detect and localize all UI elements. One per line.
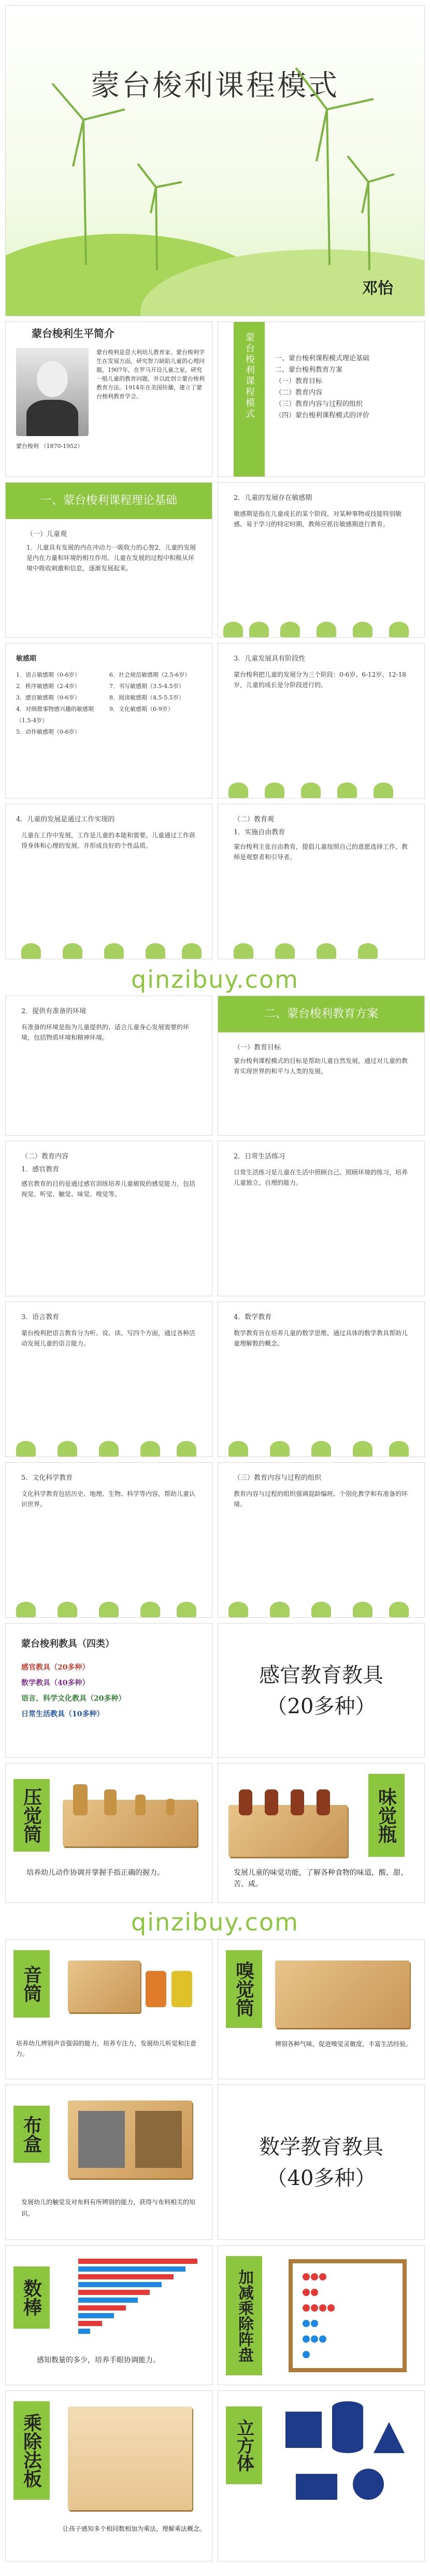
author-name: 邓怡 [362,279,393,298]
list-item: 3．感官敏感期（0-6岁） [16,694,80,701]
section-title: 感官教育教具 [259,1663,383,1687]
section-subheading: 2．儿童的发展存在敏感期 [234,494,312,502]
tool-tag: 嗅觉筒 [226,1950,262,2028]
leaf-decoration [6,1425,212,1457]
tool-caption: 辨别各种气味，促进嗅觉灵敏度，丰富生活经验。 [275,2040,412,2048]
math-title-slide [218,2084,425,2240]
section-body: 1．儿童具有发展的内在冲动力一吸收力的心智2．儿童的发展是内在力量和环境的相互作用。儿童在发展的过程中积极从环境中吸收刺激和信息，逐渐发展起来。 [26,544,196,572]
work-slide [5,804,212,959]
portrait-caption: 蒙台梭利 （1870-1952） [16,443,83,450]
cloth-slide [5,2084,212,2240]
bottle [317,1789,330,1815]
section-body: 感官教育的目的是通过感官训练培养儿童敏锐的感觉能力，包括视觉、听觉、触觉、味觉、嗅觉等。 [21,1180,196,1198]
taste-slide [218,1763,425,1903]
section-body: 蒙台梭利把语言教育分为听、说、读、写四个方面，通过各种活动发展儿童的语言能力。 [21,1329,196,1347]
edu-view-slide [218,804,425,959]
number-rods-image [73,2256,203,2339]
cylinder-shape [332,2401,363,2453]
toc-item[interactable]: （一）教育目标 [275,377,323,385]
tool-tag: 立方体 [226,2406,262,2484]
section-body: 蒙台梭利把儿童的发展分为三个阶段：0-6岁、6-12岁、12-18岁，儿童的成长是分阶段进行的。 [234,671,406,689]
toc-item[interactable]: 二、蒙台梭利教育方案 [275,366,343,374]
section-body: 有准备的环境是指为儿童提供的、适合儿童身心发展需要的环境，包括物质环境和精神环境。 [21,1024,190,1041]
tools-list [21,1660,125,1722]
toc-band-title: 蒙台梭利课程模式 [244,332,255,419]
section-subheading: 3．儿童发展具有阶段性 [234,655,306,663]
tool-caption: 发展儿童的味觉功能，了解各种食物的味道，酸、甜、苦、咸。 [234,1869,408,1888]
list-item: 8．阅读敏感期（4.5-5.5岁） [109,694,184,701]
section-body: 数学教育旨在培养儿童的数学思维，通过具体的数学教具帮助儿童理解数的概念。 [234,1329,408,1347]
toc-band [234,322,265,477]
leaf-decoration [218,767,424,798]
language-slide [5,1301,212,1457]
tool-tag: 乘除法板 [13,2401,50,2500]
cone-shape [374,2422,405,2453]
watermark: qinzibuy.com [131,965,299,993]
section-subheading: 4．儿童的发展是通过工作实现的 [16,816,115,823]
leaf-decoration [218,928,424,959]
list-item: 5．动作敏感期（0-6岁） [16,729,80,735]
section-body: 日常生活练习是儿童在生活中照顾自己、照顾环境的练习，培养儿童独立、自理的能力。 [234,1169,408,1186]
section-subheading: 1．感官教育 [21,1166,60,1173]
title-slide [5,5,425,316]
section-body: 教育内容与过程的组织强调混龄编班、个别化教学和有准备的环境。 [234,1490,408,1508]
sound-tube [171,1971,192,2007]
bottle [291,1789,304,1815]
fabric-swatch [78,2111,125,2168]
periods-right-list [109,669,208,715]
bio-heading: 蒙台梭利生平简介 [32,327,114,340]
bottle [239,1789,252,1815]
bio-slide [5,321,212,477]
sphere-shape [353,2469,384,2500]
list-item: 语言、科学文化教具（20多种） [21,1695,126,1703]
bio-text: 蒙台梭利是意大利幼儿教育家。蒙台梭利学生在发展方面，研究智力缺陷儿童的心理问题，1907年，在罗马开设儿童之家，研究一般儿童的教育问题，并以此创立蒙台梭利教育方法。1914年在美国传播，建立了蒙台梭利教育学会。 [96,349,205,400]
wind-turbine-icon [37,47,399,296]
tools-slide [5,1623,212,1758]
tool-tag: 布盒 [13,2106,50,2163]
list-item: 7．书写敏感期（3.5-4.5岁） [109,683,184,690]
toc-slide [218,321,425,477]
list-item: 数学教具（40多种） [21,1679,90,1687]
tools-heading: 蒙台梭利教具（四类） [21,1639,114,1649]
section-subheading: 敏感期 [16,655,37,663]
tool-caption: 培养幼儿动作协调并掌握手指正确的握力。 [26,1869,164,1877]
cylinder-piece [73,1784,88,1815]
rods-slide [5,2245,212,2385]
prism-shape [296,2474,337,2500]
sound-tube [146,1971,166,2007]
toc-item[interactable]: （三）教育内容与过程的组织 [275,400,363,408]
theory-slide [5,482,212,638]
section-subheading: 3．语言教育 [21,1313,60,1321]
section-band: 一、蒙台梭利课程理论基础 [6,483,212,519]
page-title: 蒙台梭利课程模式 [91,69,339,103]
abacus-slide [218,2245,425,2385]
list-item: 6．社会规范敏感期（2.5-6岁） [109,671,191,678]
list-item: 2．秩序敏感期（2-4岁） [16,683,80,690]
portrait-image [16,348,89,436]
cylinder-piece [166,1799,175,1815]
list-item: 9．文化敏感期（6-9岁） [109,706,174,712]
mult-slide [5,2390,212,2561]
tool-tag: 味觉瓶 [368,1774,405,1857]
section-subheading: 2．日常生活练习 [234,1153,285,1160]
env-slide [5,996,212,1136]
section-subheading: （一）儿童观 [26,530,67,538]
smell-slide [218,1939,425,2079]
cylinder-piece [135,1795,146,1815]
section-subheading: （一）教育目标 [234,1044,281,1052]
sensitive-slide [218,482,425,638]
organize-slide [218,1462,425,1618]
toc-item[interactable]: （四）蒙台梭利课程模式的评价 [275,412,370,419]
tool-tag: 数棒 [13,2266,50,2329]
periods-left-list [16,669,104,738]
section-subheading: 4．数学教育 [234,1313,272,1321]
math-slide [218,1301,425,1457]
program-slide [218,996,425,1136]
section-subheading: （二）教育观 [234,816,275,823]
section-title: （20多种） [266,1695,376,1718]
section-subheading: （三）教育内容与过程的组织 [234,1474,322,1482]
stages-slide [218,643,425,799]
smell-bottle-image [275,1961,410,2028]
tool-caption: 培养幼儿辨别声音强弱的能力，培养专注力，发展幼儿听觉和注意力。 [16,2040,197,2057]
section-body: 文化科学教育包括历史、地理、生物、科学等内容，帮助儿童认识世界。 [21,1490,196,1508]
section-body: 蒙台梭利课程模式的目标是帮助儿童自然发展，通过对儿童的教育实现世界的和平与人类的发展。 [234,1057,408,1075]
list-item: 感官教具（20多种） [21,1663,90,1672]
tool-caption: 感知数量的多少，培养手眼协调能力。 [37,2356,160,2364]
abacus-image [285,2256,410,2375]
toc-item[interactable]: 一、蒙台梭利课程模式理论基础 [275,355,370,362]
section-body: 敏感期是指在儿童成长的某个阶段，对某种事物或技能特别敏感、易于学习的特定时期，教师应抓住敏感期进行教育。 [234,510,402,528]
tool-tag: 加减乘除阵盘 [226,2256,262,2375]
section-subheading: （二）教育内容 [21,1153,69,1160]
sound-cylinder-image [68,1961,140,2012]
tool-caption: 发展幼儿的触觉及对布料有所辨别的能力，获得与布料相关的知识。 [21,2199,196,2217]
section-subheading: 1．实施自由教育 [234,829,285,836]
multiplication-board-image [68,2406,192,2510]
tool-tag: 音筒 [13,1950,50,2018]
leaf-decoration [6,928,212,959]
section-band: 二、蒙台梭利教育方案 [218,996,424,1032]
section-body: 蒙台梭利主张自由教育，提倡儿童按照自己的意愿选择工作，教师是观察者和引导者。 [234,843,408,861]
list-item: 日常生活教具（10多种） [21,1710,104,1718]
leaf-decoration [218,606,424,637]
fabric-swatch [135,2111,182,2168]
section-title: （40多种） [266,2166,376,2190]
cube-shape [285,2412,322,2448]
cylinder-piece [104,1789,117,1815]
list-item: 1．语言敏感期（0-6岁） [16,671,80,678]
content-slide [5,1141,212,1296]
sensory-title-slide [218,1623,425,1758]
section-title: 数学教育教具 [259,2135,383,2159]
culture-slide [5,1462,212,1618]
leaf-decoration [218,1425,424,1457]
toc-list [275,353,369,422]
section-subheading: 2．提供有准备的环境 [21,1007,87,1015]
leaf-decoration [6,1586,212,1617]
tool-caption: 让孩子感知多个相同数相加为乘法，理解乘法概念。 [63,2525,206,2532]
sound-slide [5,1939,212,2079]
watermark: qinzibuy.com [131,1908,299,1936]
section-body: 儿童在工作中发展，工作是儿童的本能和需要。儿童通过工作获得身体和心理的发展，并形成良好的个性品质。 [21,832,196,849]
section-subheading: 5．文化科学教育 [21,1474,73,1482]
cylinder-slide [5,1763,212,1903]
periods-slide [5,643,212,799]
tool-tag: 压觉筒 [13,1779,50,1852]
list-item: 4．对细微事物感兴趣的敏感期（1.5-4岁） [16,706,94,724]
bottle [265,1789,278,1815]
solid-slide [218,2390,425,2561]
daily-slide [218,1141,425,1296]
leaf-decoration [218,1586,424,1617]
toc-item[interactable]: （二）教育内容 [275,389,323,397]
